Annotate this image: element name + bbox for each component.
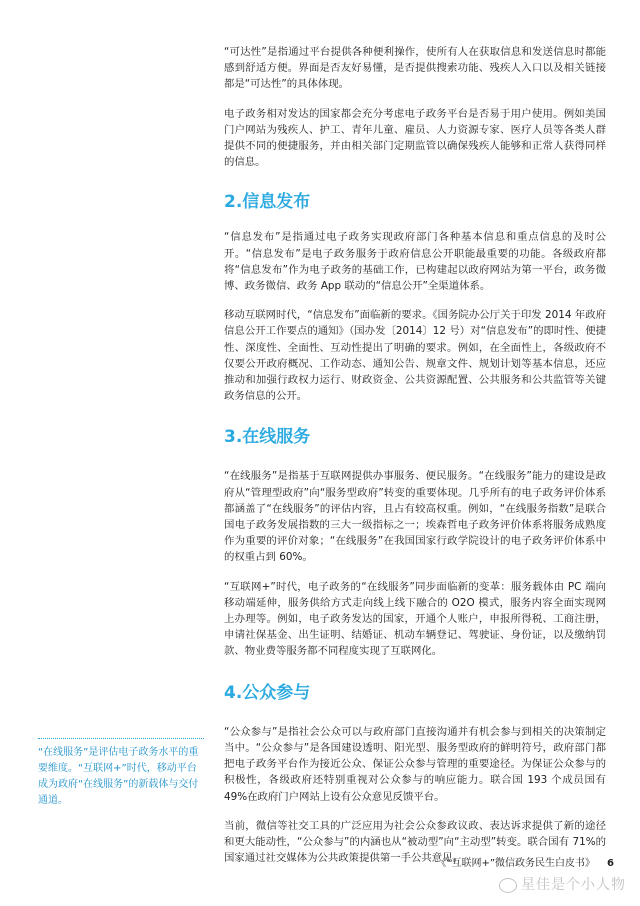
paragraph-public-participation-1: “公众参与”是指社会公众可以与政府部门直接沟通并有机会参与到相关的决策制定当中。“公众参与”是各国建设透明、阳光型、服务型政府的鲜明符号，政府部门都把电子政务平台作为接近公众、保证公众参与管理的重要途径。为保证公众参与的积极性，各级政府还特别重视对公众参与的响应能力。联合国 193 个成员国有 49%在政府门户网站上设有公众意见反馈平台。 — [224, 725, 606, 803]
footer-book-title: 《“互联网+”微信政务民生白皮书》 — [436, 858, 596, 869]
section-heading-online-service: 3.在线服务 — [224, 427, 311, 448]
paragraph-usability: 电子政务相对发达的国家都会充分考虑电子政务平台是否易于用户使用。例如美国门户网站为残疾人、护工、青年儿童、雇员、人力资源专家、医疗人员等各类人群提供不同的便捷服务，并由相关部门定期监管以确保残疾人能够和正常人获得同样的信息。 — [224, 107, 606, 169]
section-heading-public-participation: 4.公众参与 — [224, 682, 311, 703]
watermark-text: 星佳是个小人物 — [521, 877, 626, 893]
watermark — [499, 874, 626, 894]
paragraph-info-release-1: “信息发布”是指通过电子政务实现政府部门各种基本信息和重点信息的及时公开。“信息发布”是电子政务服务于政府信息公开职能最重要的功能。各级政府都将“信息发布”作为电子政务的基础工作，已构建起以政府网站为第一平台，政务微博、政务微信、政务 App 联动的“信息公开”全渠道体系。 — [224, 231, 606, 293]
paragraph-public-participation-2: 当前，微信等社交工具的广泛应用为社会公众参政议政、表达诉求提供了新的途径和更大能动性，“公众参与”的内涵也从“被动型”向“主动型”转变。联合国有 71%的国家通过社交媒体为公共政策提供第一手公共意见。 — [224, 819, 606, 865]
paragraph-online-service-2: “互联网+”时代，电子政务的“在线服务”同步面临新的变革：服务载体由 PC 端向移动端延伸，服务供给方式走向线上线下融合的 O2O 模式，服务内容全面实现网上办理等。例如，电子政务发达的国家，开通个人账户，申报所得税、工商注册，申请社保基金、出生证明、结婚证、机动车辆登记、驾驶证、身份证，以及缴纳罚款、物业费等服务都不同程度实现了互联网化。 — [224, 580, 606, 658]
wechat-icon — [499, 878, 517, 893]
sidebar-quote: “在线服务”是评估电子政务水平的重要维度。“互联网+”时代，移动平台成为政府“在线服务”的新载体与交付通道。 — [38, 747, 199, 806]
page-footer — [436, 854, 614, 869]
page-number: 6 — [607, 858, 614, 869]
main-content — [224, 44, 606, 866]
section-heading-info-release: 2.信息发布 — [224, 192, 311, 213]
sidebar-callout — [38, 738, 204, 809]
paragraph-online-service-1: “在线服务”是指基于互联网提供办事服务、便民服务。“在线服务”能力的建设是政府从“管理型政府”向“服务型政府”转变的重要体现。几乎所有的电子政务评价体系都涵盖了“在线服务”的评估内容，且占有较高权重。例如，“在线服务指数”是联合国电子政务发展指数的三大一级指标之一；埃森哲电子政务评价体系将服务成熟度作为重要的评价对象；“在线服务”在我国国家行政学院设计的电子政务评价体系中的权重占到 60%。 — [224, 470, 606, 564]
paragraph-info-release-2: 移动互联网时代，“信息发布”面临新的要求。《国务院办公厅关于印发 2014 年政府信息公开工作要点的通知》（国办发〔2014〕12 号）对“信息发布”的即时性、便捷性、深度性、全面性、互动性提出了明确的要求。例如，在全面性上，各级政府不仅要公开政府概况、工作动态、通知公告、规章文件、规划计划等基本信息，还应推动和加强行政权力运行、财政资金、公共资源配置、公共服务和公共监管等关键政务信息的公开。 — [224, 309, 606, 403]
paragraph-accessibility: “可达性”是指通过平台提供各种便利操作，使所有人在获取信息和发送信息时都能感到舒适方便。界面是否友好易懂，是否提供搜索功能、残疾人入口以及相关链接都是“可达性”的具体体现。 — [224, 46, 606, 91]
